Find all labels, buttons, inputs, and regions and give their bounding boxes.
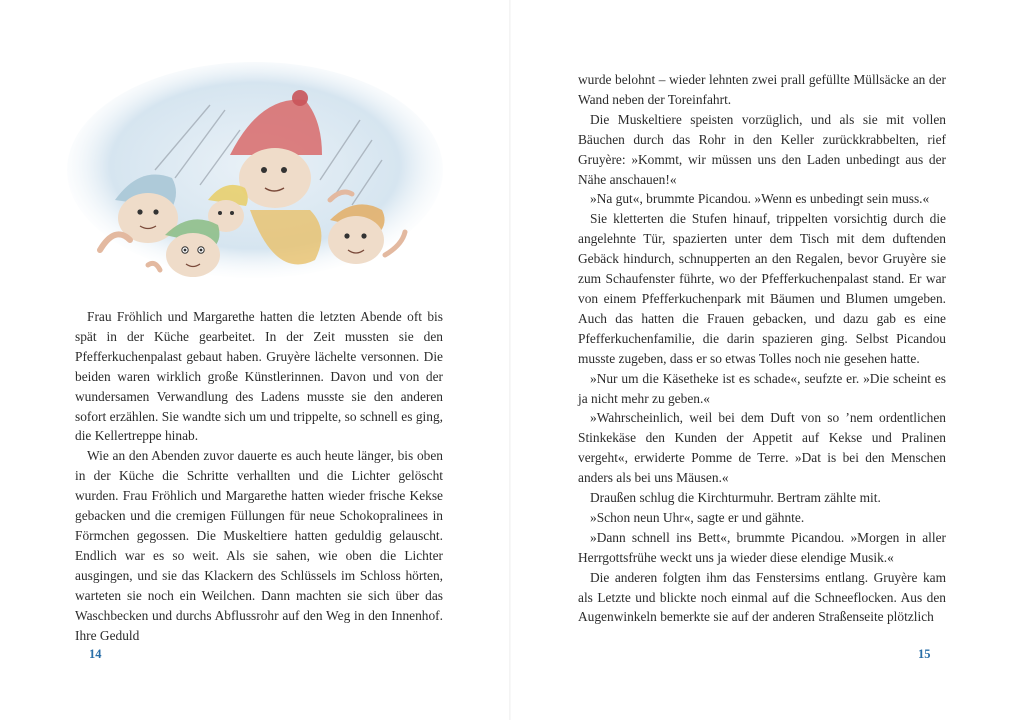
paragraph: Wie an den Abenden zuvor dauerte es auch heute länger, bis oben in der Küche die Schritte verhallten und die Lichter gelöscht wurden. Frau Fröhlich und Margarethe hatten wieder frische Kekse gebacken und die cremigen Füllungen für neue Schokopralinees in Förmchen gegossen. Die Muskeltiere hatten geduldig gelauscht. Endlich war es so weit. Als sie sahen, wie oben die Lichter ausgingen, und sie das Klackern des Schlüssels im Schloss hörten, warteten sie noch ein Weilchen. Dann machten sie sich über das Waschbecken und durchs Abflussrohr auf den Weg in den Innenhof. Ihre Geduld	[75, 448, 443, 643]
right-page-text	[578, 70, 946, 627]
paragraph: »Schon neun Uhr«, sagte er und gähnte.	[590, 509, 805, 525]
paragraph: Die Muskeltiere speisten vorzüglich, und als sie mit vollen Bäuchen durch das Rohr in den Keller zurückkrabbelten, rief Gruyère: »Kommt, wir müssen uns den Laden unbedingt aus der Nähe anschauen!«	[578, 111, 946, 187]
paragraph: Sie kletterten die Stufen hinauf, trippelten vorsichtig durch die angelehnte Tür, spazierten unter dem Tisch mit dem duftenden Gebäck hindurch, schnupperten an den Regalen, bevor Gruyère sie zum Schaufenster führte, wo der Pfefferkuchenpalast stand. Er war von einem Pfefferkuchenpark mit Bäumen und Blumen umgeben. Auch das hatten die Frauen gebacken, und dazu gab es eine Pfefferkuchenfamilie, die darin spazieren ging. Selbst Picandou musste zugeben, dass er so etwas Tolles noch nie gesehen hatte.	[578, 211, 946, 366]
paragraph: Frau Fröhlich und Margarethe hatten die letzten Abende oft bis spät in der Küche gearbeitet. In der Zeit mussten sie den Pfefferkuchenpalast gebaut haben. Gruyère lächelte versonnen. Die beiden waren wirklich große Künstlerinnen. Davon und von der wundersamen Verwandlung des Ladens musste sie den anderen sofort erzählen. Sie wandte sich um und trippelte, so schnell es ging, die Kellertreppe hinab.	[75, 309, 443, 444]
paragraph: »Nur um die Käsetheke ist es schade«, seufzte er. »Die scheint es ja nicht mehr zu geben.«	[578, 370, 946, 406]
mice-illustration	[60, 60, 450, 290]
left-page-text	[75, 307, 443, 645]
paragraph: »Wahrscheinlich, weil bei dem Duft von so ’nem ordentlichen Stinkekäse den Kunden der Appetit auf Kekse und Pralinen vergeht«, erwiderte Pomme de Terre. »Dat is bei den Menschen anders als bei uns Mäusen.«	[578, 410, 946, 486]
paragraph: »Dann schnell ins Bett«, brummte Picandou. »Morgen in aller Herrgottsfrühe weckt uns ja wieder diese elendige Musik.«	[578, 529, 946, 565]
paragraph: Draußen schlug die Kirchturmuhr. Bertram zählte mit.	[590, 490, 881, 506]
page-number: 14	[89, 647, 102, 661]
page-number: 15	[918, 647, 931, 661]
paragraph: wurde belohnt – wieder lehnten zwei prall gefüllte Müllsäcke an der Wand neben der Toreinfahrt.	[578, 72, 946, 107]
paragraph: »Na gut«, brummte Picandou. »Wenn es unbedingt sein muss.«	[590, 191, 930, 207]
paragraph: Die anderen folgten ihm das Fenstersims entlang. Gruyère kam als Letzte und blickte noch einmal auf die Schneeflocken. Aus den Augenwinkeln bemerkte sie auf der anderen Straßenseite plötzlich	[578, 569, 946, 625]
